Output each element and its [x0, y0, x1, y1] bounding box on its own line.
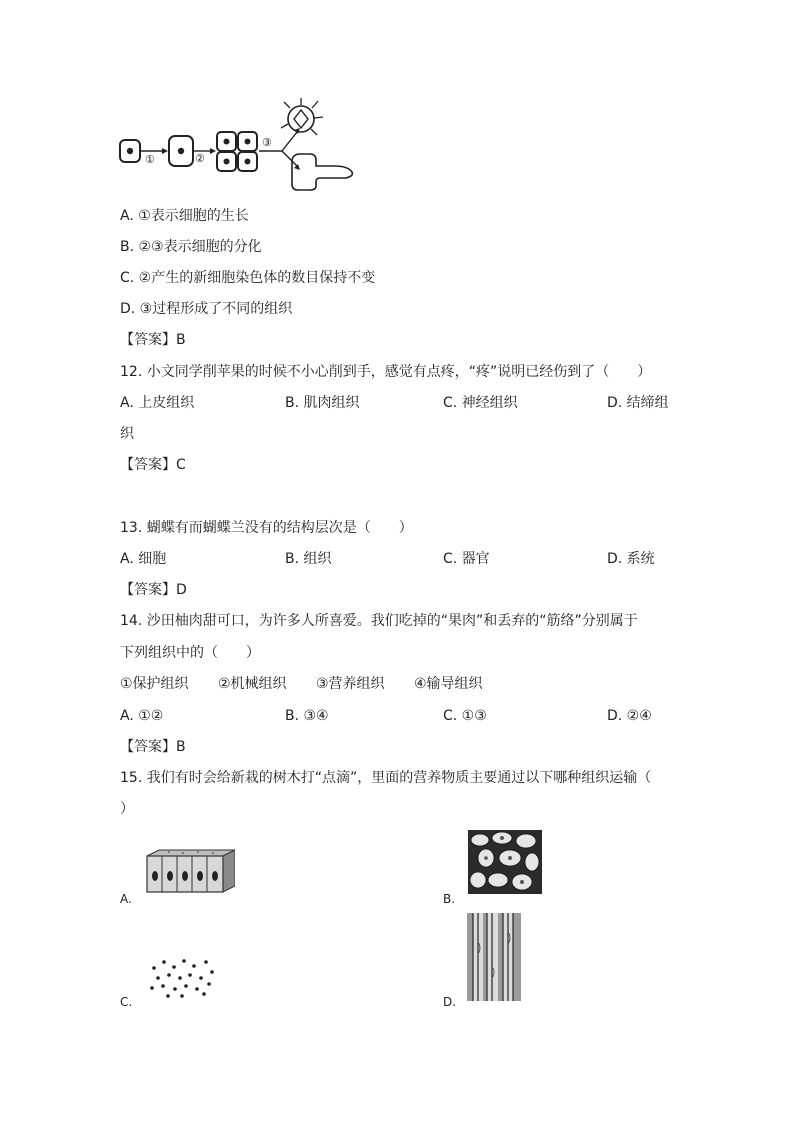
q12-option-d: D. 结缔组 [607, 395, 669, 411]
q11-option-d: D. ③过程形成了不同的组织 [120, 301, 293, 317]
q14-choice-1: ①保护组织 [120, 676, 189, 692]
q12-stem: 12. 小文同学削苹果的时候不小心削到手，感觉有点疼，“疼”说明已经伤到了（ ） [120, 364, 652, 380]
step-label-1: ① [145, 153, 155, 166]
q11-answer: 【答案】B [120, 332, 186, 348]
step-label-3: ③ [262, 136, 272, 149]
q13-option-b: B. 组织 [285, 551, 332, 567]
q13-answer: 【答案】D [120, 582, 187, 598]
q13-option-d: D. 系统 [607, 551, 655, 567]
q15-image-label-a: A. [120, 892, 132, 906]
q15-image-label-b: B. [443, 892, 456, 906]
q11-option-b: B. ②③表示细胞的分化 [120, 239, 262, 255]
step-label-2: ② [195, 152, 205, 165]
cell-division-diagram [114, 96, 364, 196]
divided-cells [217, 132, 257, 171]
q14-choice-3: ③营养组织 [316, 676, 385, 692]
scattered-cells-image [146, 956, 218, 998]
q15-image-label-d: D. [443, 995, 457, 1009]
q15-image-label-c: C. [120, 995, 133, 1009]
neuron-cell [281, 98, 323, 135]
q14-option-c: C. ①③ [443, 708, 487, 724]
conducting-tissue-image [466, 912, 522, 1002]
q12-option-a: A. 上皮组织 [120, 395, 195, 411]
q13-stem: 13. 蝴蝶有而蝴蝶兰没有的结构层次是（ ） [120, 520, 413, 536]
q15-stem-line2: ） [120, 801, 134, 817]
q14-stem-line1: 14. 沙田柚肉甜可口，为许多人所喜爱。我们吃掉的“果肉”和丢弃的“筋络”分别属于 [120, 613, 638, 629]
q14-choice-4: ④输导组织 [414, 676, 483, 692]
q13-option-c: C. 器官 [443, 551, 490, 567]
q12-option-wrap: 织 [120, 426, 134, 442]
q12-answer: 【答案】C [120, 457, 186, 473]
q14-answer: 【答案】B [120, 739, 186, 755]
q12-option-c: C. 神经组织 [443, 395, 518, 411]
elongated-cell [292, 154, 352, 190]
nutrient-tissue-image [466, 828, 544, 896]
epithelial-tissue-image [143, 848, 235, 896]
q12-option-b: B. 肌肉组织 [285, 395, 360, 411]
q14-option-b: B. ③④ [285, 708, 329, 724]
q11-option-c: C. ②产生的新细胞染色体的数目保持不变 [120, 270, 376, 286]
q14-option-d: D. ②④ [607, 708, 652, 724]
q11-option-a: A. ①表示细胞的生长 [120, 208, 249, 224]
q13-option-a: A. 细胞 [120, 551, 167, 567]
q15-stem-line1: 15. 我们有时会给新栽的树木打“点滴”，里面的营养物质主要通过以下哪种组织运输（ [120, 770, 652, 786]
q14-option-a: A. ①② [120, 708, 164, 724]
q14-choice-2: ②机械组织 [218, 676, 287, 692]
q14-stem-line2: 下列组织中的（ ） [120, 645, 260, 661]
